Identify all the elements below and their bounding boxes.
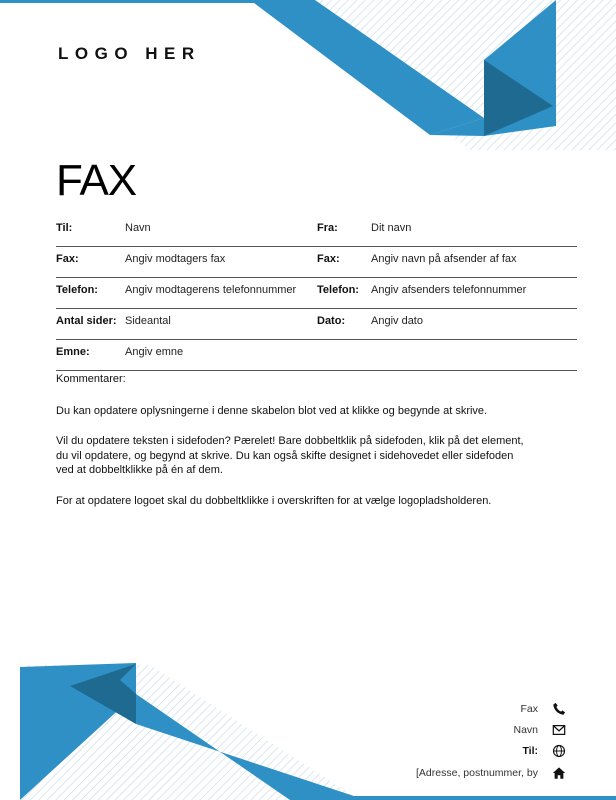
sender-fax-value[interactable]: Angiv navn på afsender af fax xyxy=(371,253,517,265)
subject-label: Emne: xyxy=(56,346,90,358)
divider xyxy=(56,370,577,371)
comment-paragraph[interactable]: For at opdatere logoet skal du dobbeltklikke i overskriften for at vælge logopladsholderen. xyxy=(56,495,492,507)
home-icon xyxy=(552,766,566,780)
recipient-fax-label: Fax: xyxy=(56,253,79,265)
divider xyxy=(56,277,577,278)
comment-paragraph[interactable]: Vil du opdatere teksten i sidefoden? Pærelet! Bare dobbeltklik på sidefoden, klik på det element, du vil opdatere, og begynd at skrive. Du kan også skifte designet i sidehovedet eller sidefoden ved at dobbeltklikke på én af dem. xyxy=(56,435,524,476)
recipient-fax-value[interactable]: Angiv modtagers fax xyxy=(125,253,226,265)
comments-label: Kommentarer: xyxy=(56,373,126,385)
divider xyxy=(56,246,577,247)
from-value[interactable]: Dit navn xyxy=(371,222,412,234)
footer-fax[interactable]: Fax xyxy=(520,703,538,715)
subject-value[interactable]: Angiv emne xyxy=(125,346,184,358)
sender-phone-value[interactable]: Angiv afsenders telefonnummer xyxy=(371,284,527,296)
header-decoration xyxy=(0,0,616,150)
divider xyxy=(56,339,577,340)
footer-email[interactable]: Navn xyxy=(513,724,538,736)
page-title: FAX xyxy=(56,156,137,205)
comment-paragraph[interactable]: Du kan opdatere oplysningerne i denne skabelon blot ved at klikke og begynde at skrive. xyxy=(56,405,488,417)
recipient-phone-value[interactable]: Angiv modtagerens telefonnummer xyxy=(125,284,297,296)
date-value[interactable]: Angiv dato xyxy=(371,315,423,327)
sender-phone-label: Telefon: xyxy=(317,284,359,296)
recipient-phone-label: Telefon: xyxy=(56,284,98,296)
page-count-value[interactable]: Sideantal xyxy=(125,315,171,327)
to-label: Til: xyxy=(56,222,73,234)
phone-icon xyxy=(552,702,566,716)
date-label: Dato: xyxy=(317,315,346,327)
to-value[interactable]: Navn xyxy=(125,222,151,234)
globe-icon xyxy=(552,744,566,758)
envelope-icon xyxy=(552,723,566,737)
sender-fax-label: Fax: xyxy=(317,253,340,265)
logo-placeholder[interactable]: LOGO HER xyxy=(58,44,201,63)
footer-address[interactable]: [Adresse, postnummer, by xyxy=(416,767,538,779)
from-label: Fra: xyxy=(317,222,338,234)
page-count-label: Antal sider: xyxy=(56,315,117,327)
footer-web[interactable]: Til: xyxy=(522,745,538,757)
divider xyxy=(56,308,577,309)
